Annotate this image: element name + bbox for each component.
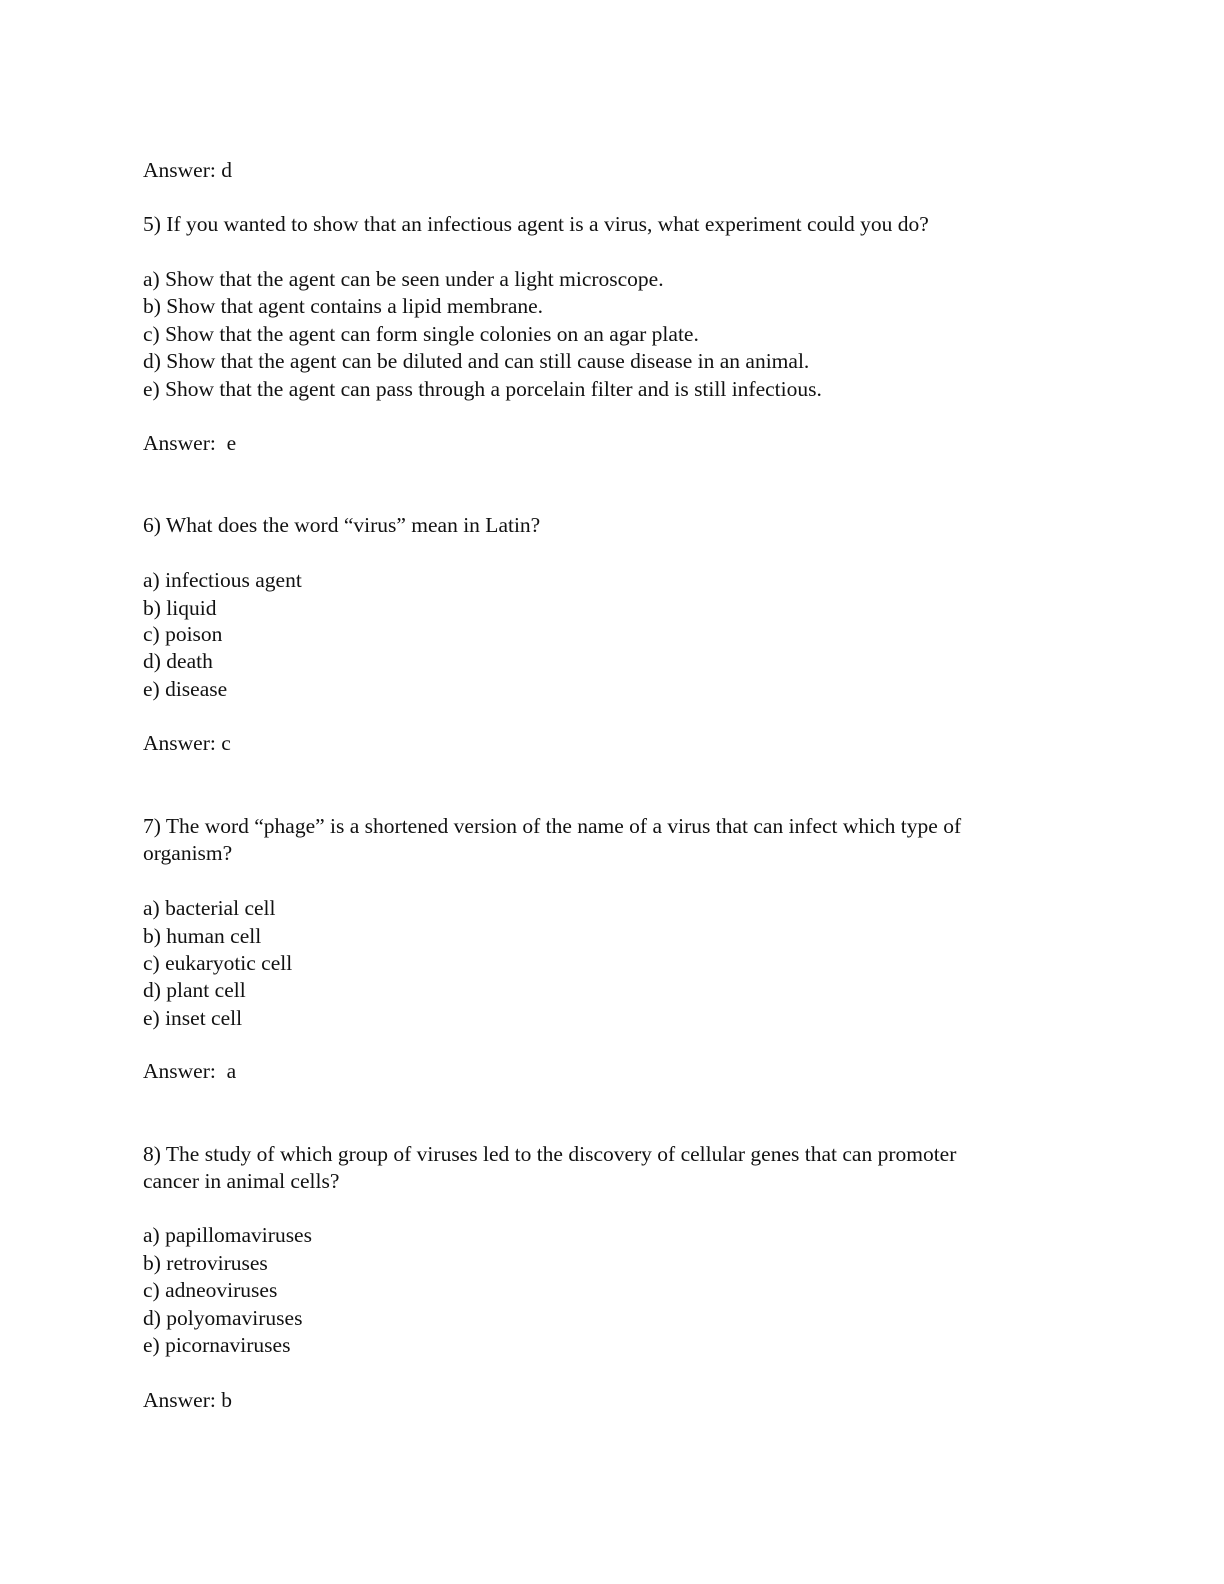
question-6-text: 6) What does the word “virus” mean in Latin? [143,513,541,537]
question-5-option-e: e) Show that the agent can pass through a porcelain filter and is still infectious. [143,377,822,401]
question-6-option-d: d) death [143,649,213,673]
question-8-option-c: c) adneoviruses [143,1278,278,1302]
question-5-text: 5) If you wanted to show that an infectious agent is a virus, what experiment could you do? [143,212,929,236]
question-7-option-e: e) inset cell [143,1006,243,1030]
question-5-option-b: b) Show that agent contains a lipid membrane. [143,294,544,318]
question-6-option-b: b) liquid [143,596,217,620]
question-5-option-a: a) Show that the agent can be seen under a light microscope. [143,267,664,291]
question-5-option-d: d) Show that the agent can be diluted and can still cause disease in an animal. [143,349,810,373]
question-5-answer: Answer: e [143,431,237,455]
question-8-option-e: e) picornaviruses [143,1333,291,1357]
question-8-option-a: a) papillomaviruses [143,1223,312,1247]
question-7-text-line-1: 7) The word “phage” is a shortened version of the name of a virus that can infect which type of [143,814,962,838]
question-7-option-d: d) plant cell [143,978,246,1002]
question-7-option-a: a) bacterial cell [143,896,276,920]
question-7-option-b: b) human cell [143,924,262,948]
question-6-option-c: c) poison [143,622,223,646]
question-8-text-line-2: cancer in animal cells? [143,1169,340,1193]
question-7-answer: Answer: a [143,1059,237,1083]
question-5-option-c: c) Show that the agent can form single colonies on an agar plate. [143,322,699,346]
question-7-option-c: c) eukaryotic cell [143,951,293,975]
question-6-option-e: e) disease [143,677,228,701]
question-6-option-a: a) infectious agent [143,568,302,592]
question-8-text-line-1: 8) The study of which group of viruses led to the discovery of cellular genes that can promoter [143,1142,957,1166]
answer-previous: Answer: d [143,158,232,182]
question-6-answer: Answer: c [143,731,231,755]
question-7-text-line-2: organism? [143,841,233,865]
question-8-answer: Answer: b [143,1388,232,1412]
question-8-option-b: b) retroviruses [143,1251,268,1275]
question-8-option-d: d) polyomaviruses [143,1306,303,1330]
